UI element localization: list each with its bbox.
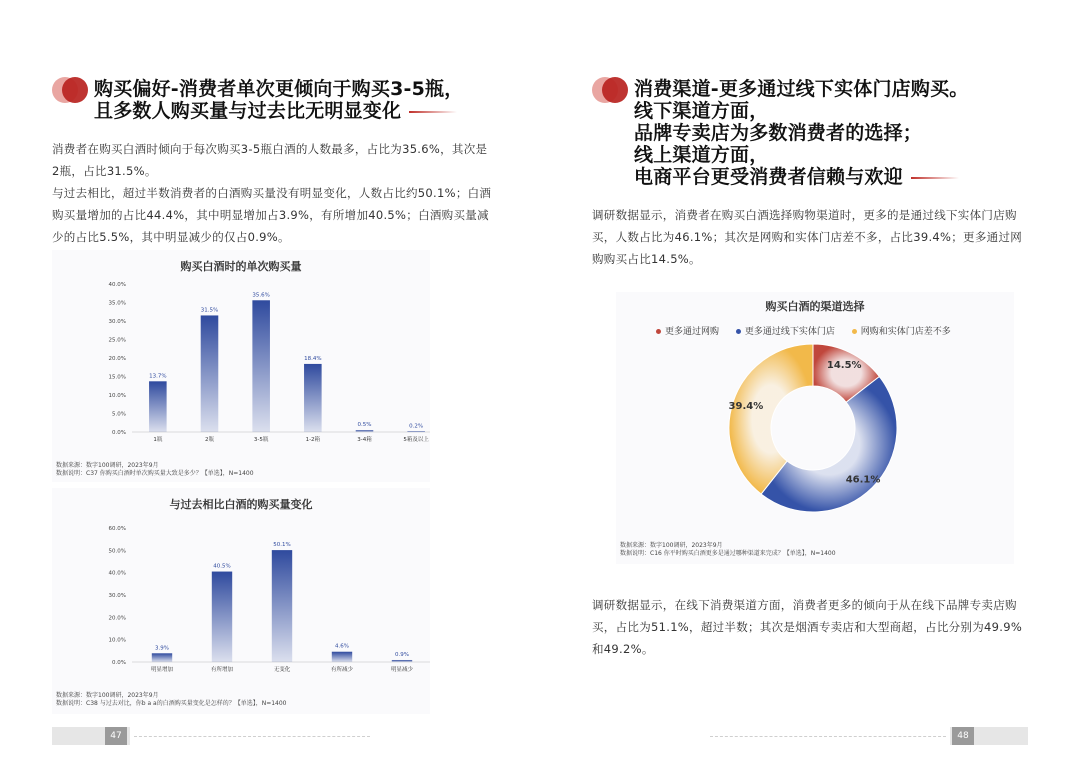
heading-dots-icon bbox=[52, 77, 90, 105]
y-tick-label: 35.0% bbox=[108, 300, 126, 307]
bar-value-label: 0.2% bbox=[409, 423, 424, 430]
bar-3-5瓶 bbox=[252, 300, 270, 432]
right-heading bbox=[634, 78, 969, 188]
y-tick-label: 10.0% bbox=[108, 393, 126, 399]
bar-1瓶 bbox=[149, 381, 167, 432]
bar-1-2箱 bbox=[304, 364, 322, 432]
y-tick-label: 40.0% bbox=[108, 282, 126, 288]
right-heading-line-3: 品牌专卖店为多数消费者的选择； bbox=[634, 122, 923, 144]
donut-value-label: 39.4% bbox=[728, 400, 764, 412]
right-closing-text: 调研数据显示，在线下消费渠道方面，消费者更多的倾向于从在线下品牌专卖店购买，占比为51.1%，超过半数；其次是烟酒专卖店和大型商超，占比分别为49.9%和49.2%。 bbox=[592, 598, 1023, 656]
x-tick-label: 5箱及以上 bbox=[403, 437, 429, 443]
bar-5箱及以上 bbox=[407, 431, 425, 432]
left-heading bbox=[94, 78, 463, 122]
y-tick-label: 0.0% bbox=[112, 660, 126, 666]
y-tick-label: 5.0% bbox=[112, 411, 126, 418]
right-page-number: 48 bbox=[952, 727, 974, 745]
bar-value-label: 0.5% bbox=[357, 422, 372, 429]
right-heading-line-2: 线下渠道方面， bbox=[634, 100, 769, 122]
x-tick-label: 无变化 bbox=[273, 667, 291, 673]
bar-value-label: 40.5% bbox=[213, 563, 231, 570]
bar-value-label: 31.5% bbox=[200, 307, 219, 314]
legend-item-online: 更多通过网购 bbox=[656, 327, 719, 337]
bar-3-4箱 bbox=[356, 430, 374, 432]
chart2-note-source: 数据来源：数字100调研，2023年9月 bbox=[56, 692, 159, 699]
chart3-note-source: 数据来源：数字100调研，2023年9月 bbox=[620, 542, 723, 549]
chart3-plot bbox=[616, 342, 1014, 532]
x-tick-label: 明显减少 bbox=[390, 667, 414, 673]
bar-value-label: 50.1% bbox=[273, 542, 291, 549]
bar-有所减少 bbox=[332, 652, 352, 662]
chart1-title: 购买白酒时的单次购买量 bbox=[180, 260, 302, 273]
chart-channel-choice bbox=[616, 292, 1014, 564]
y-tick-label: 50.0% bbox=[108, 548, 126, 555]
chart-single-purchase bbox=[52, 250, 430, 482]
heading-dots-icon bbox=[592, 77, 630, 105]
donut-value-label: 46.1% bbox=[845, 474, 881, 486]
right-heading-line-5: 电商平台更受消费者信赖与欢迎 bbox=[634, 166, 903, 188]
y-tick-label: 60.0% bbox=[108, 526, 126, 532]
y-tick-label: 25.0% bbox=[108, 337, 126, 344]
chart2-title: 与过去相比白酒的购买量变化 bbox=[169, 498, 313, 511]
left-paragraph-1: 消费者在购买白酒时倾向于每次购买3-5瓶白酒的人数最多，占比为35.6%，其次是2瓶，占比31.5%。 bbox=[52, 142, 488, 178]
x-tick-label: 1-2箱 bbox=[305, 437, 321, 443]
x-tick-label: 3-5瓶 bbox=[253, 437, 269, 443]
right-heading-line-1: 消费渠道-更多通过线下实体门店购买。 bbox=[634, 78, 969, 100]
bar-value-label: 4.6% bbox=[335, 643, 349, 650]
bar-明显增加 bbox=[152, 653, 172, 662]
right-heading-line-4: 线上渠道方面， bbox=[634, 144, 769, 166]
chart-purchase-change bbox=[52, 488, 430, 714]
left-page-number: 47 bbox=[105, 727, 127, 745]
x-tick-label: 1瓶 bbox=[153, 437, 163, 443]
chart3-title: 购买白酒的渠道选择 bbox=[765, 300, 865, 313]
x-tick-label: 有所减少 bbox=[330, 667, 354, 673]
heading-rule bbox=[409, 111, 457, 113]
y-tick-label: 40.0% bbox=[108, 570, 126, 577]
bar-value-label: 18.4% bbox=[304, 355, 322, 362]
x-tick-label: 有所增加 bbox=[210, 667, 234, 673]
left-heading-line-2: 且多数人购买量与过去比无明显变化 bbox=[94, 100, 402, 122]
bar-有所增加 bbox=[212, 572, 232, 662]
bar-2瓶 bbox=[201, 315, 219, 432]
left-paragraph-2: 与过去相比，超过半数消费者的白酒购买量没有明显变化，人数占比约50.1%；白酒购买量增加的占比44.4%，其中明显增加占3.9%，有所增加40.5%；白酒购买量减少的占比5.5%，其中明显减少的仅占0.9%。 bbox=[52, 186, 492, 244]
x-tick-label: 3-4箱 bbox=[357, 437, 372, 443]
bar-value-label: 3.9% bbox=[155, 645, 169, 652]
right-footer-rule bbox=[710, 736, 946, 737]
heading-rule bbox=[911, 177, 959, 179]
y-tick-label: 20.0% bbox=[108, 356, 126, 362]
bar-无变化 bbox=[272, 550, 292, 662]
right-intro-text: 调研数据显示，消费者在购买白酒选择购物渠道时，更多的是通过线下实体门店购买，人数占比为46.1%；其次是网购和实体门店差不多，占比39.4%；更多通过网购购买占比14.5%。 bbox=[592, 208, 1023, 266]
bar-value-label: 35.6% bbox=[252, 292, 270, 299]
left-heading-line-1: 购买偏好-消费者单次更倾向于购买3-5瓶， bbox=[94, 78, 464, 100]
bar-明显减少 bbox=[392, 660, 412, 662]
y-tick-label: 20.0% bbox=[108, 615, 126, 622]
x-tick-label: 明显增加 bbox=[150, 667, 174, 673]
right-page bbox=[540, 0, 1080, 764]
y-tick-label: 15.0% bbox=[108, 374, 126, 381]
legend-item-both: 网购和实体门店差不多 bbox=[852, 327, 951, 337]
donut-value-label: 14.5% bbox=[826, 360, 862, 372]
bar-value-label: 13.7% bbox=[149, 373, 167, 380]
chart2-plot bbox=[52, 510, 430, 706]
chart3-legend bbox=[656, 324, 965, 337]
chart1-plot bbox=[52, 272, 430, 472]
y-tick-label: 30.0% bbox=[108, 593, 126, 599]
chart2-note-desc: 数据说明：C38 与过去对比，你b a a的白酒购买量变化是怎样的？【单选】，N=1400 bbox=[56, 700, 287, 707]
chart1-note-source: 数据来源：数字100调研，2023年9月 bbox=[56, 462, 159, 469]
y-tick-label: 30.0% bbox=[108, 319, 126, 325]
left-footer-rule bbox=[134, 736, 370, 737]
y-tick-label: 0.0% bbox=[112, 430, 126, 436]
bar-value-label: 0.9% bbox=[395, 651, 409, 658]
chart3-note-desc: 数据说明：C16 你平时购买白酒更多是通过哪种渠道来完成？【单选】，N=1400 bbox=[620, 550, 836, 557]
legend-item-offline: 更多通过线下实体门店 bbox=[736, 327, 835, 337]
x-tick-label: 2瓶 bbox=[205, 437, 214, 443]
chart1-note-desc: 数据说明：C37 你购买白酒时单次购买量大致是多少？【单选】，N=1400 bbox=[56, 470, 254, 477]
y-tick-label: 10.0% bbox=[108, 637, 126, 644]
left-intro-text bbox=[52, 138, 492, 248]
